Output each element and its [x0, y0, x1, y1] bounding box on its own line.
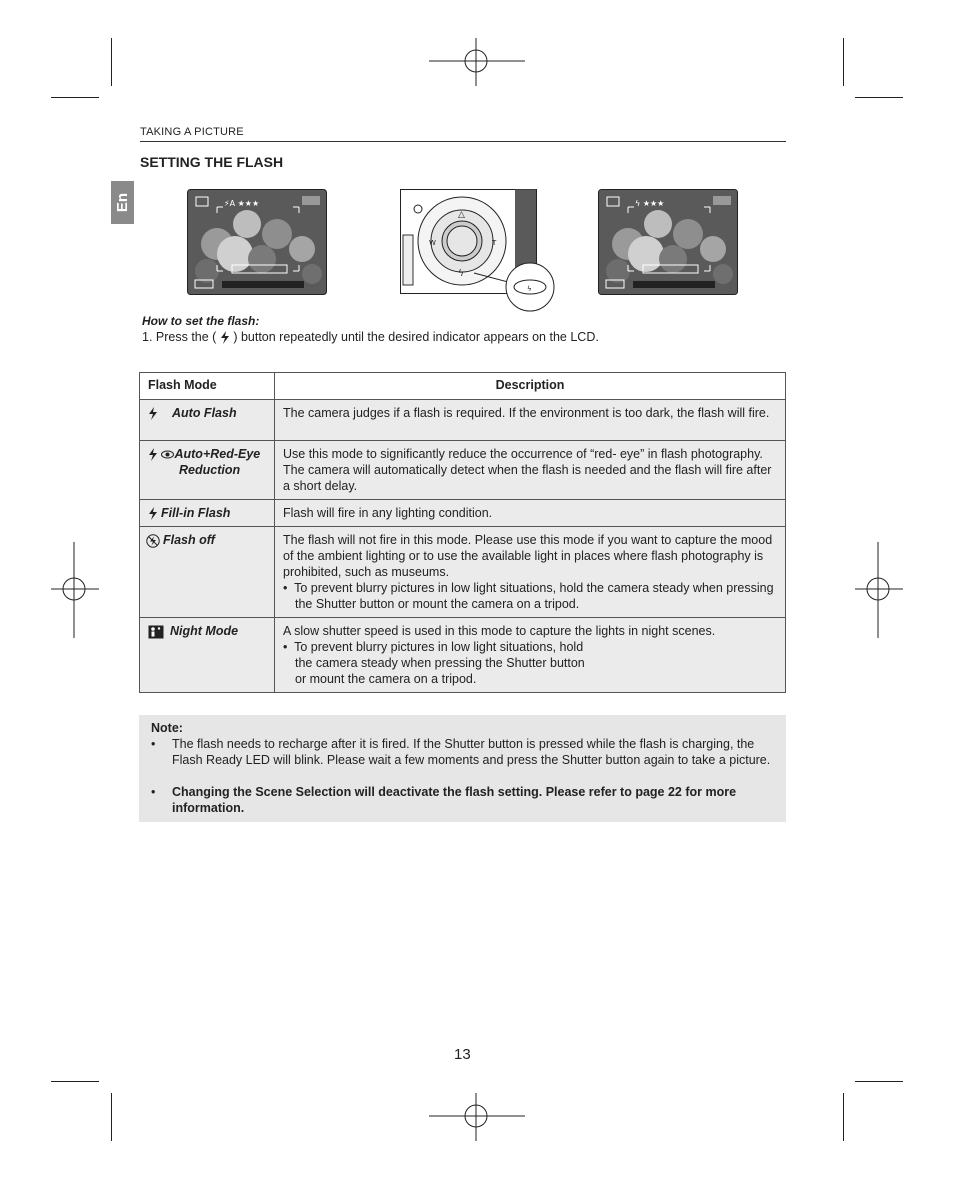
red-eye-icon [161, 450, 174, 459]
table-row [140, 618, 786, 693]
column-header-description: Description [275, 373, 786, 400]
crop-mark [855, 1081, 903, 1082]
table-header-row [140, 373, 786, 400]
column-header-mode: Flash Mode [140, 373, 275, 400]
description-cell: The camera judges if a flash is required. If the environment is too dark, the flash will fire. [275, 400, 786, 441]
svg-text:△: △ [458, 210, 465, 220]
description-cell [275, 527, 786, 618]
description-text: The flash will not fire in this mode. Please use this mode if you want to capture the mood of the ambient lighting or to use the available light in places where flash photography is prohibited, such as museums. [283, 533, 773, 579]
flash-icon [148, 448, 158, 461]
mode-cell: Night Mode [140, 618, 275, 693]
section-header: TAKING A PICTURE [140, 126, 244, 138]
flash-icon [148, 507, 158, 520]
page-title: SETTING THE FLASH [140, 154, 284, 170]
instruction-step-1: 1. Press the ( ) button repeatedly until the desired indicator appears on the LCD. [142, 330, 599, 344]
mode-cell: Flash off [140, 527, 275, 618]
crop-mark [51, 1081, 99, 1082]
mode-cell: Fill-in Flash [140, 500, 275, 527]
registration-mark-bottom [429, 1093, 525, 1141]
registration-mark-right [855, 542, 903, 638]
crop-mark [843, 38, 844, 86]
svg-text:T: T [492, 239, 497, 247]
flash-mode-table [139, 372, 786, 693]
table-row [140, 500, 786, 527]
description-bullet: • To prevent blurry pictures in low light situations, hold the camera steady when pressing the Shutter button or mount the camera on a tripod. [283, 581, 774, 611]
registration-mark-left [51, 542, 99, 638]
note-item: • Changing the Scene Selection will deactivate the flash setting. Please refer to page 22 for more information. [151, 785, 737, 815]
note-box [139, 715, 786, 822]
svg-text:W: W [429, 239, 436, 247]
crop-mark [111, 38, 112, 86]
crop-mark [51, 97, 99, 98]
mode-cell: Auto Flash [140, 400, 275, 441]
mode-cell: Auto+Red-Eye Reduction [140, 441, 275, 500]
lcd-screen-illustration-1 [187, 189, 327, 295]
description-cell: Flash will fire in any lighting condition. [275, 500, 786, 527]
instructions-heading: How to set the flash: [142, 314, 260, 328]
language-tab: En [111, 181, 134, 224]
flash-icon [220, 331, 230, 344]
flash-off-icon [146, 534, 160, 548]
note-item: • The flash needs to recharge after it is fired. If the Shutter button is pressed while the flash is charging, the Flash Ready LED will blink. Please wait a few moments and press the Shutter button again to take a picture. [151, 737, 771, 767]
description-bullet: • To prevent blurry pictures in low light situations, hold [283, 640, 584, 654]
page-number: 13 [454, 1046, 471, 1063]
svg-text:ϟ: ϟ [458, 269, 464, 279]
header-rule [140, 141, 786, 142]
lcd-screen-illustration-2 [598, 189, 738, 295]
crop-mark [111, 1093, 112, 1141]
description-bullet-line: or mount the camera on a tripod. [295, 672, 477, 686]
svg-text:ϟ: ϟ [527, 285, 532, 293]
description-cell: Use this mode to significantly reduce the occurrence of “red- eye” in flash photography. The camera will automatically detect when the flash is needed and the flash will fire after a short delay. [275, 441, 786, 500]
description-bullet-line: the camera steady when pressing the Shutter button [295, 656, 585, 670]
registration-mark-top [429, 38, 525, 86]
table-row [140, 527, 786, 618]
night-mode-icon [148, 625, 164, 639]
flash-icon [148, 407, 158, 420]
crop-mark [855, 97, 903, 98]
svg-text:⚡A ★★★: ⚡A ★★★ [224, 199, 260, 208]
note-heading: Note: [151, 721, 183, 735]
svg-text:ϟ ★★★: ϟ ★★★ [635, 199, 665, 208]
table-row [140, 441, 786, 500]
camera-control-dial-illustration [400, 187, 557, 313]
description-cell [275, 618, 786, 693]
table-row [140, 400, 786, 441]
crop-mark [843, 1093, 844, 1141]
description-text: A slow shutter speed is used in this mode to capture the lights in night scenes. [283, 624, 716, 638]
